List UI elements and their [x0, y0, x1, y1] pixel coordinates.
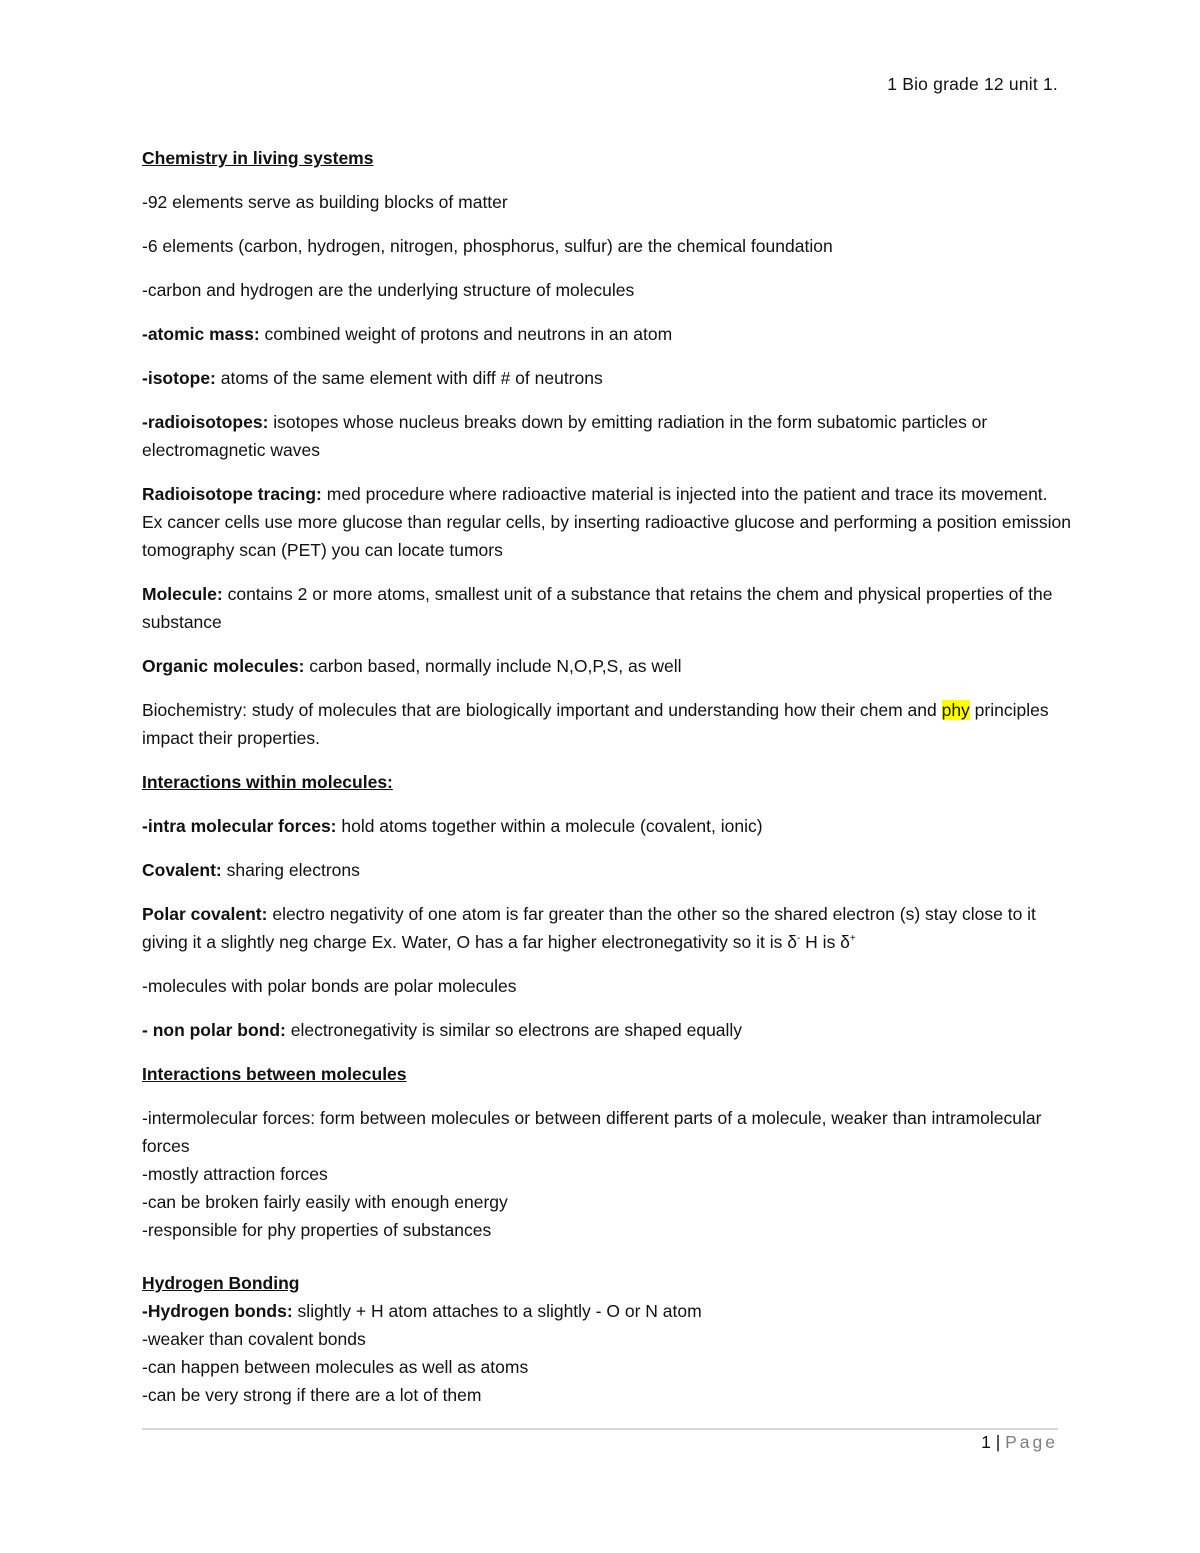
footer-divider: [142, 1428, 1058, 1430]
section-heading-chemistry: Chemistry in living systems: [142, 148, 374, 168]
line-radioisotope-tracing: Radioisotope tracing: med procedure where radioactive material is injected into the patient and trace its movement. Ex cancer cells use more glucose than regular cells, by inserting radioactive glucose and performing a position emission tomography scan (PET) you can locate tumors: [142, 484, 1071, 560]
line-radioisotopes: -radioisotopes: isotopes whose nucleus breaks down by emitting radiation in the form subatomic particles or electromagnetic waves: [142, 412, 988, 460]
line-weaker: -weaker than covalent bonds: [142, 1329, 366, 1349]
line-molecule: Molecule: contains 2 or more atoms, smallest unit of a substance that retains the chem and physical properties of the substance: [142, 584, 1053, 632]
line-92-elements: -92 elements serve as building blocks of matter: [142, 192, 508, 212]
line-6-elements: -6 elements (carbon, hydrogen, nitrogen, phosphorus, sulfur) are the chemical foundation: [142, 236, 833, 256]
line-biochemistry: Biochemistry: study of molecules that are biologically important and understanding how their chem and phy principles impact their properties.: [142, 700, 1049, 748]
line-hydrogen-bonds: -Hydrogen bonds: slightly + H atom attaches to a slightly - O or N atom: [142, 1301, 702, 1321]
document-body: [142, 144, 1072, 1409]
line-attraction: -mostly attraction forces: [142, 1164, 328, 1184]
page-label: Page: [1005, 1432, 1058, 1452]
page-footer: [981, 1432, 1058, 1453]
line-between-molecules: -can happen between molecules as well as atoms: [142, 1357, 529, 1377]
line-intermolecular: -intermolecular forces: form between molecules or between different parts of a molecule, weaker than intramolecular forces: [142, 1108, 1042, 1156]
line-broken: -can be broken fairly easily with enough energy: [142, 1192, 508, 1212]
highlighted-text: phy: [941, 700, 970, 720]
line-polar-molecules: -molecules with polar bonds are polar molecules: [142, 976, 517, 996]
page-number: 1: [981, 1432, 991, 1452]
section-heading-between: Interactions between molecules: [142, 1064, 407, 1084]
page-header: 1 Bio grade 12 unit 1.: [887, 74, 1058, 94]
section-heading-within: Interactions within molecules:: [142, 772, 393, 792]
line-very-strong: -can be very strong if there are a lot of them: [142, 1385, 482, 1405]
line-organic-molecules: Organic molecules: carbon based, normally include N,O,P,S, as well: [142, 656, 682, 676]
line-polar-covalent: Polar covalent: electro negativity of one atom is far greater than the other so the shared electron (s) stay close to it giving it a slightly neg charge Ex. Water, O has a far higher electronegativity so it is δ- H is δ+: [142, 904, 1036, 952]
section-heading-hydrogen: Hydrogen Bonding: [142, 1273, 300, 1293]
line-covalent: Covalent: sharing electrons: [142, 860, 360, 880]
line-isotope: -isotope: atoms of the same element with diff # of neutrons: [142, 368, 603, 388]
footer-separator: |: [995, 1432, 1001, 1452]
line-phy-properties: -responsible for phy properties of substances: [142, 1220, 492, 1240]
line-intra-molecular: -intra molecular forces: hold atoms together within a molecule (covalent, ionic): [142, 816, 763, 836]
line-non-polar: - non polar bond: electronegativity is similar so electrons are shaped equally: [142, 1020, 743, 1040]
line-carbon-hydrogen: -carbon and hydrogen are the underlying structure of molecules: [142, 280, 635, 300]
line-atomic-mass: -atomic mass: combined weight of protons and neutrons in an atom: [142, 324, 673, 344]
